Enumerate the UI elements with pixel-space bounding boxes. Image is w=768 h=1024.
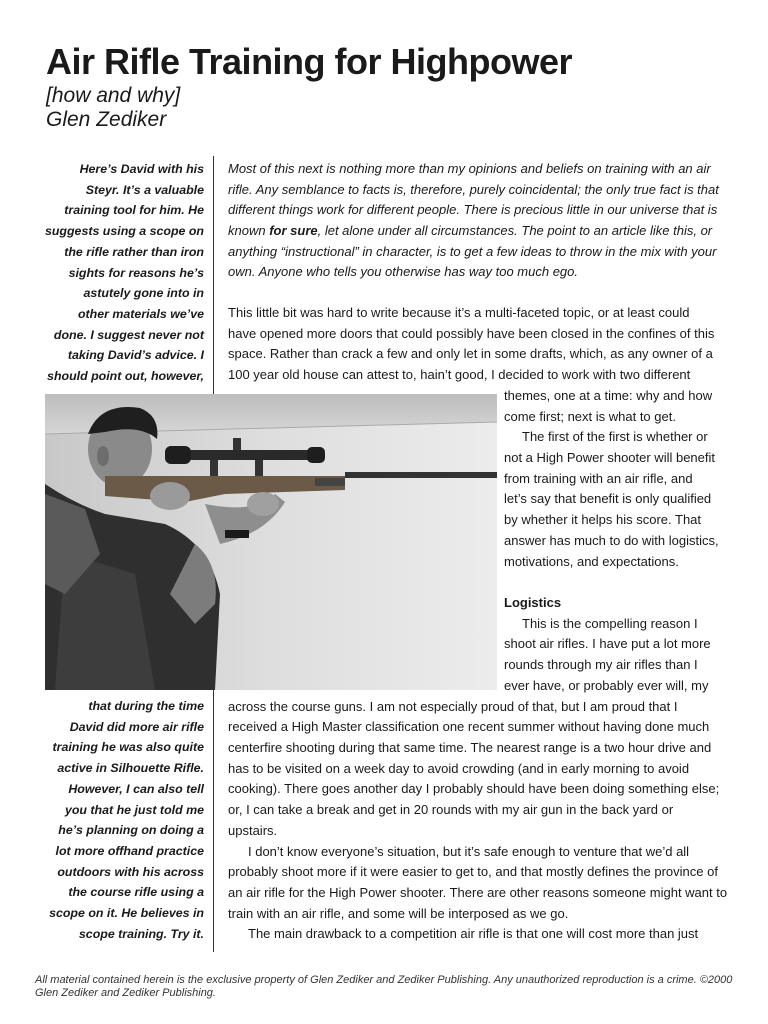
page-title: Air Rifle Training for Highpower bbox=[46, 41, 573, 82]
text-line: This is the compelling reason I bbox=[522, 615, 698, 631]
text-line bbox=[228, 221, 719, 242]
text-line: anything “instructional” in character, is to get a few ideas to throw in the mix with your bbox=[228, 243, 717, 259]
text-line: The main drawback to a competition air rifle is that one will cost more than just bbox=[248, 926, 699, 942]
caption-line: training he was also quite bbox=[52, 740, 204, 755]
text-line: not a High Power shooter will benefit bbox=[504, 450, 716, 466]
text-line: ever have, or probably ever will, my bbox=[504, 677, 709, 693]
caption-line: done. I suggest never not bbox=[53, 327, 204, 342]
caption-line: scope training. Try it. bbox=[78, 926, 204, 941]
caption-line: outdoors with his across bbox=[57, 864, 204, 879]
text-line: probably shoot more if it were easier to get to, and that mostly defines the province of bbox=[228, 864, 718, 880]
text-line bbox=[504, 572, 719, 593]
caption-line: suggests using a scope on bbox=[44, 224, 204, 239]
caption-line: Steyr. It’s a valuable bbox=[85, 182, 204, 197]
text-line: rifle. Any semblance to facts is, therefore, purely coincidental; the only true fact is that bbox=[228, 181, 719, 197]
text-line: space. Rather than crack a few and only let in some drafts, which, as any owner of a bbox=[228, 346, 713, 362]
text-line: received a High Master classification one recent summer without having done much bbox=[228, 719, 710, 735]
text-line: an air rifle for the High Power shooter. There are other reasons someone might want to bbox=[228, 884, 728, 900]
column-divider bbox=[213, 690, 214, 952]
caption-line: taking David’s advice. I bbox=[67, 348, 204, 363]
text-line: train with an air rifle, and some will be interposed as we go. bbox=[228, 905, 569, 921]
intro-paragraph bbox=[228, 159, 719, 283]
caption-line: sights for reasons he’s bbox=[68, 265, 204, 280]
caption-line: the course rifle using a bbox=[68, 885, 204, 900]
emphasis-text: for sure bbox=[269, 223, 318, 239]
right-column-text bbox=[504, 386, 719, 696]
text-line: have opened more doors that could possibly have been closed in the confines of this bbox=[228, 325, 715, 341]
text-line: The first of the first is whether or bbox=[522, 429, 708, 445]
text-segment: known bbox=[228, 223, 270, 239]
caption-line: David did more air rifle bbox=[69, 719, 204, 734]
copyright-footer: All material contained herein is the exclusive property of Glen Zediker and Zediker Publishing. Any unauthorized reproduction is a crime. ©2000 Glen Zediker and Zediker Publishing. bbox=[35, 974, 733, 999]
text-line: come first; next is what to get. bbox=[504, 408, 676, 424]
caption-line: However, I can also tell bbox=[68, 781, 204, 796]
text-line: motivations, and expectations. bbox=[504, 553, 679, 569]
caption-line: you that he just told me bbox=[64, 802, 204, 817]
photo-caption-top bbox=[45, 159, 204, 387]
rifle-shooter-photo bbox=[45, 394, 497, 690]
caption-line: other materials we’ve bbox=[77, 306, 204, 321]
caption-line: astutely gone into in bbox=[83, 286, 204, 301]
text-line: This little bit was hard to write because it’s a multi-faceted topic, or at least could bbox=[228, 305, 690, 320]
text-line: themes, one at a time: why and how bbox=[504, 388, 713, 403]
caption-line: he’s planning on doing a bbox=[58, 823, 204, 838]
text-line: own. Anyone who tells you otherwise has way too much ego. bbox=[228, 264, 578, 280]
text-line: 100 year old house can attest to, hain’t good, I decided to work with two different bbox=[228, 367, 691, 383]
text-line: Most of this next is nothing more than my opinions and beliefs on training with an air bbox=[228, 161, 711, 176]
text-line: or, I can take a break and get in 20 rounds with my air gun in the back yard or bbox=[228, 802, 674, 818]
text-line: centerfire shooting during that same time. The nearest range is a two hour drive and bbox=[228, 740, 712, 756]
body-paragraph bbox=[228, 303, 714, 386]
text-line: across the course guns. I am not especially proud of that, but I am proud that I bbox=[228, 698, 678, 714]
text-line: different things work for different people. There is precious little in our universe that is bbox=[228, 202, 718, 218]
caption-line: Here’s David with his bbox=[79, 162, 204, 176]
page-subtitle: [how and why] bbox=[46, 84, 181, 107]
text-line: I don’t know everyone’s situation, but it’s safe enough to venture that we’d all bbox=[248, 843, 690, 859]
column-divider bbox=[213, 156, 214, 394]
author-name: Glen Zediker bbox=[46, 108, 167, 131]
text-segment: , let alone under all circumstances. The point to an article like this, or bbox=[317, 223, 713, 239]
text-line: cooking). There goes another day I probably should have been doing something else; bbox=[228, 781, 720, 797]
caption-line: training tool for him. He bbox=[64, 203, 204, 218]
caption-line: active in Silhouette Rifle. bbox=[57, 761, 204, 776]
caption-line: should point out, however, bbox=[47, 369, 204, 384]
text-line: from training with an air rifle, and bbox=[504, 470, 693, 486]
text-line: upstairs. bbox=[228, 822, 278, 838]
caption-line: scope on it. He believes in bbox=[49, 906, 204, 921]
text-line: has to be visited on a week day to avoid crowding (and in early morning to avoid bbox=[228, 760, 690, 776]
caption-line: that during the time bbox=[88, 699, 204, 713]
text-line: answer has much to do with logistics, bbox=[504, 532, 719, 548]
caption-line: lot more offhand practice bbox=[55, 843, 204, 858]
text-line: shoot air rifles. I have put a lot more bbox=[504, 636, 711, 652]
photo-caption-bottom bbox=[49, 696, 204, 944]
text-line: by whether it helps his score. That bbox=[504, 512, 702, 528]
caption-line: the rifle rather than iron bbox=[64, 244, 204, 259]
section-heading-logistics: Logistics bbox=[504, 594, 562, 610]
text-line: rounds through my air rifles than I bbox=[504, 656, 698, 672]
bottom-column-text bbox=[228, 676, 727, 945]
text-line: let’s say that benefit is only qualified bbox=[504, 491, 712, 507]
